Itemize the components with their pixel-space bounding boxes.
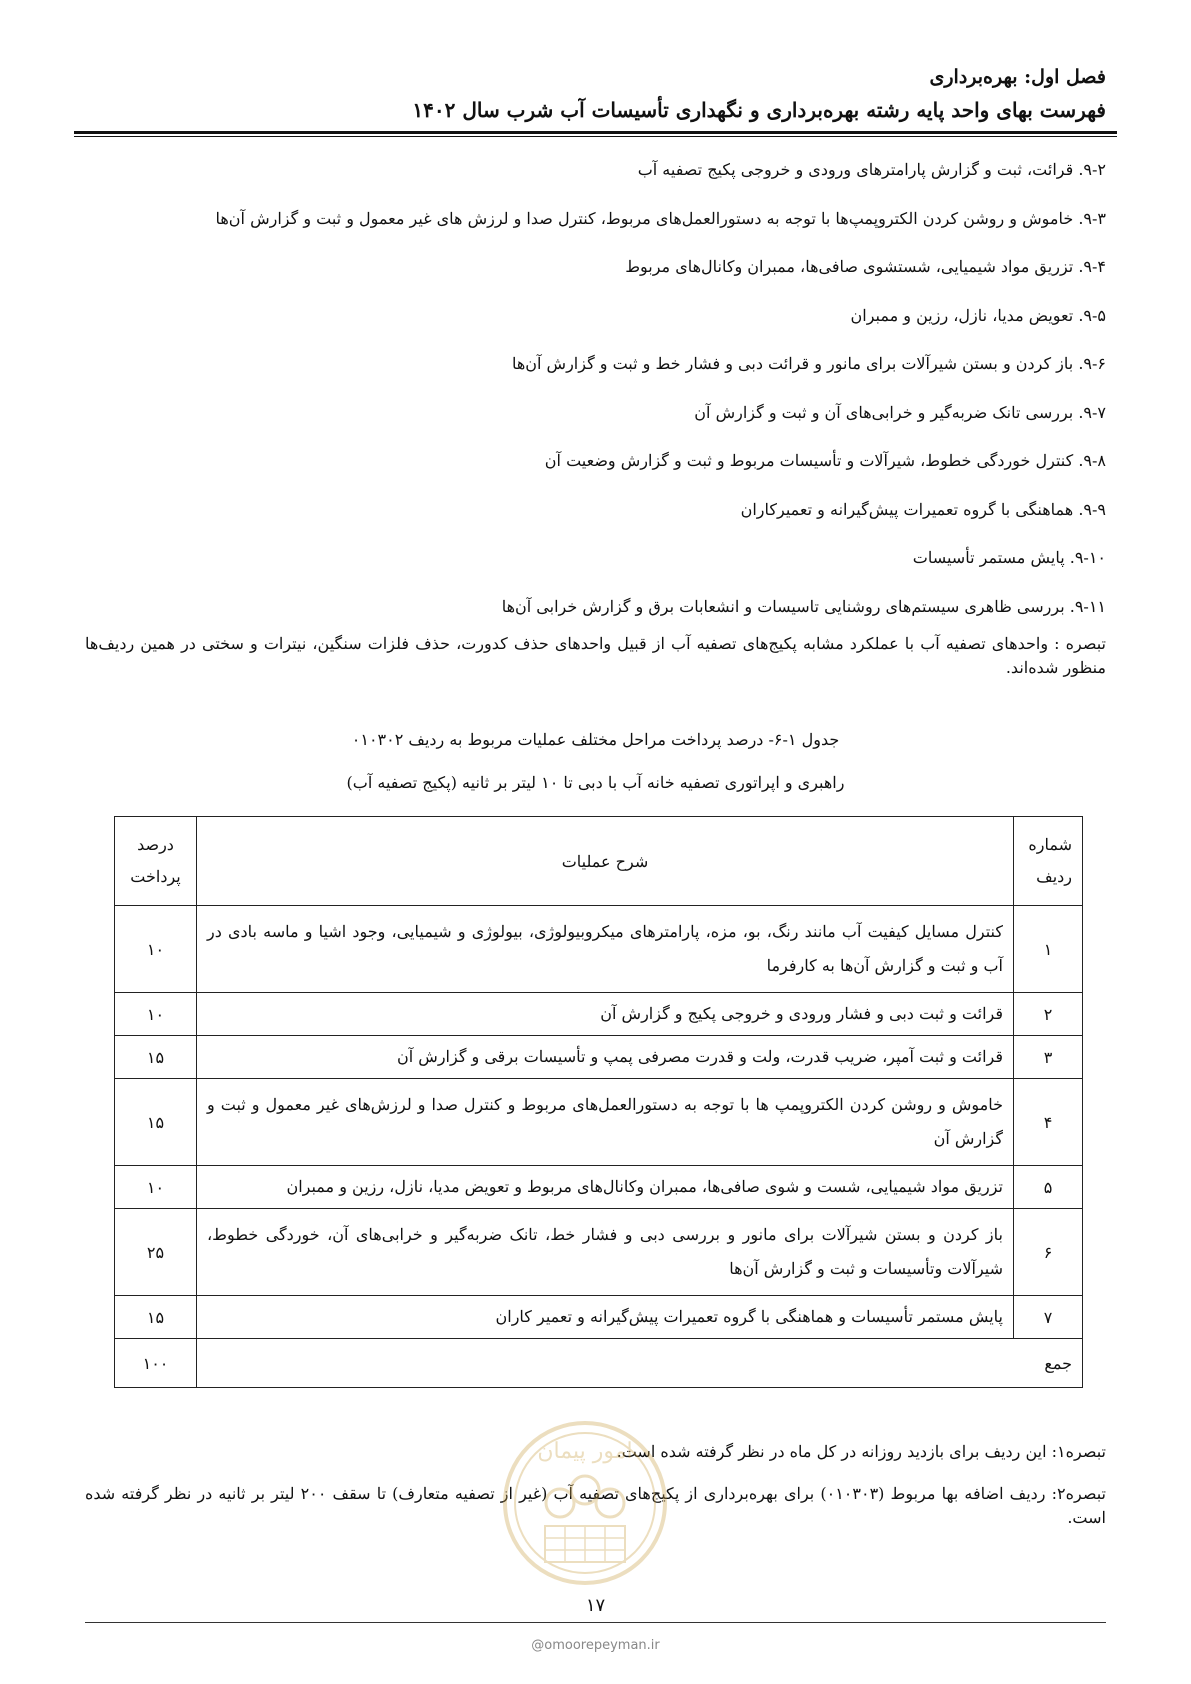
footnote-1: تبصره۱: این ردیف برای بازدید روزانه در کل ماه در نظر گرفته شده است. [616, 1442, 1106, 1461]
main-note-text: تبصره : واحدهای تصفیه آب با عملکرد مشابه پکیج‌های تصفیه آب از قبیل واحدهای حذف کدورت، حذف فلزات سنگین، نیترات و سختی در همین ردیف‌ها منظور شده‌اند. [85, 634, 1106, 677]
row-number: ۵ [1014, 1166, 1083, 1209]
watermark-site: @omoorepeyman.ir [531, 1638, 660, 1653]
operations-list [85, 158, 1106, 643]
table-row [115, 993, 1083, 1036]
row-percent: ۲۵ [115, 1209, 197, 1296]
table-caption: جدول ۱-۶- درصد پرداخت مراحل مختلف عملیات مربوط به ردیف ۰۱۰۳۰۲ [351, 730, 840, 749]
header-description: شرح عملیات [197, 817, 1014, 906]
table-row [115, 1296, 1083, 1339]
row-description: خاموش و روشن کردن الکتروپمپ ها با توجه به دستورالعمل‌های مربوط و کنترل صدا و لرزش‌های غیر معمول و ثبت و گزارش آن [197, 1079, 1014, 1166]
list-item: ۹-۶. باز کردن و بستن شیرآلات برای مانور و قرائت دبی و فشار خط و ثبت و گزارش آن‌ها [511, 354, 1106, 373]
document-title: فهرست بهای واحد پایه رشته بهره‌برداری و نگهداری تأسیسات آب شرب سال ۱۴۰۲ [412, 98, 1106, 122]
row-number: ۶ [1014, 1209, 1083, 1296]
list-item: ۹-۲. قرائت، ثبت و گزارش پارامترهای ورودی و خروجی پکیج تصفیه آب [637, 160, 1106, 179]
table-row [115, 1166, 1083, 1209]
row-number: ۴ [1014, 1079, 1083, 1166]
row-percent: ۱۵ [115, 1296, 197, 1339]
table-row [115, 1036, 1083, 1079]
seal-text: امور پیمان [537, 1439, 633, 1464]
table-row [115, 1079, 1083, 1166]
list-item: ۹-۷. بررسی تانک ضربه‌گیر و خرابی‌های آن و ثبت و گزارش آن [694, 402, 1106, 422]
row-percent: ۱۰ [115, 993, 197, 1036]
list-item: ۹-۹. هماهنگی با گروه تعمیرات پیش‌گیرانه و تعمیرکاران [740, 499, 1106, 519]
total-value: ۱۰۰ [115, 1339, 197, 1388]
header-row-no: شماره ردیف [1014, 817, 1083, 906]
row-percent: ۱۵ [115, 1079, 197, 1166]
row-number: ۷ [1014, 1296, 1083, 1339]
row-number: ۲ [1014, 993, 1083, 1036]
list-item: ۹-۱۰. پایش مستمر تأسیسات [912, 548, 1106, 567]
row-number: ۱ [1014, 906, 1083, 993]
row-percent: ۱۰ [115, 906, 197, 993]
chapter-title: فصل اول: بهره‌برداری [929, 66, 1106, 88]
footer-rule [85, 1622, 1106, 1623]
row-description: پایش مستمر تأسیسات و هماهنگی با گروه تعمیرات پیش‌گیرانه و تعمیر کاران [197, 1296, 1014, 1339]
row-description: باز کردن و بستن شیرآلات برای مانور و بررسی دبی و فشار خط، تانک ضربه‌گیر و خرابی‌های آن، خوردگی خطوط، شیرآلات وتأسیسات و ثبت و گزارش آن‌ها [197, 1209, 1014, 1296]
operations-table [114, 816, 1083, 1388]
header-percent: درصد پرداخت [115, 817, 197, 906]
list-item: ۹-۴. تزریق مواد شیمیایی، شستشوی صافی‌ها، ممبران وکانال‌های مربوط [625, 257, 1106, 276]
row-description: قرائت و ثبت آمپر، ضریب قدرت، ولت و قدرت مصرفی پمپ و تأسیسات برقی و گزارش آن [197, 1036, 1014, 1079]
list-item: ۹-۵. تعویض مدیا، نازل، رزین و ممبران [850, 305, 1106, 325]
list-item: ۹-۳. خاموش و روشن کردن الکتروپمپ‌ها با توجه به دستورالعمل‌های مربوط، کنترل صدا و لرزش های غیر معمول و ثبت و گزارش آن‌ها [215, 208, 1106, 228]
page-number: ۱۷ [585, 1595, 606, 1616]
table-header-row [115, 817, 1083, 906]
header-rule-thick [74, 131, 1117, 134]
row-percent: ۱۵ [115, 1036, 197, 1079]
row-percent: ۱۰ [115, 1166, 197, 1209]
watermark-seal [500, 1418, 670, 1588]
table-row [115, 1209, 1083, 1296]
row-description: کنترل مسایل کیفیت آب مانند رنگ، بو، مزه، پارامترهای میکروبیولوژی، بیولوژی و شیمیایی، وجود اشیا و ماسه بادی در آب و ثبت و گزارش آن‌ها به کارفرما [197, 906, 1014, 993]
list-item: ۹-۱۱. بررسی ظاهری سیستم‌های روشنایی تاسیسات و انشعابات برق و گزارش خرابی آن‌ها [501, 596, 1106, 616]
table-total-row [115, 1339, 1083, 1388]
row-description: قرائت و ثبت دبی و فشار ورودی و خروجی پکیج و گزارش آن [197, 993, 1014, 1036]
main-note [85, 632, 1106, 698]
table-row [115, 906, 1083, 993]
row-description: تزریق مواد شیمیایی، شست و شوی صافی‌ها، ممبران وکانال‌های مربوط و تعویض مدیا، نازل، رزین و ممبران [197, 1166, 1014, 1209]
header-rule-thin [74, 136, 1117, 137]
row-number: ۳ [1014, 1036, 1083, 1079]
total-label: جمع [197, 1339, 1083, 1388]
footnote-2: تبصره۲: ردیف اضافه بها مربوط (۰۱۰۳۰۳) برای بهره‌برداری از پکیج‌های تصفیه آب (غیر از تصفیه متعارف) تا سقف ۲۰۰ لیتر بر ثانیه در نظر گرفته شده است. [85, 1484, 1106, 1527]
table-subcaption: راهبری و اپراتوری تصفیه خانه آب با دبی تا ۱۰ لیتر بر ثانیه (پکیج تصفیه آب) [346, 773, 845, 792]
list-item: ۹-۸. کنترل خوردگی خطوط، شیرآلات و تأسیسات مربوط و ثبت و گزارش وضعیت آن [544, 451, 1106, 470]
